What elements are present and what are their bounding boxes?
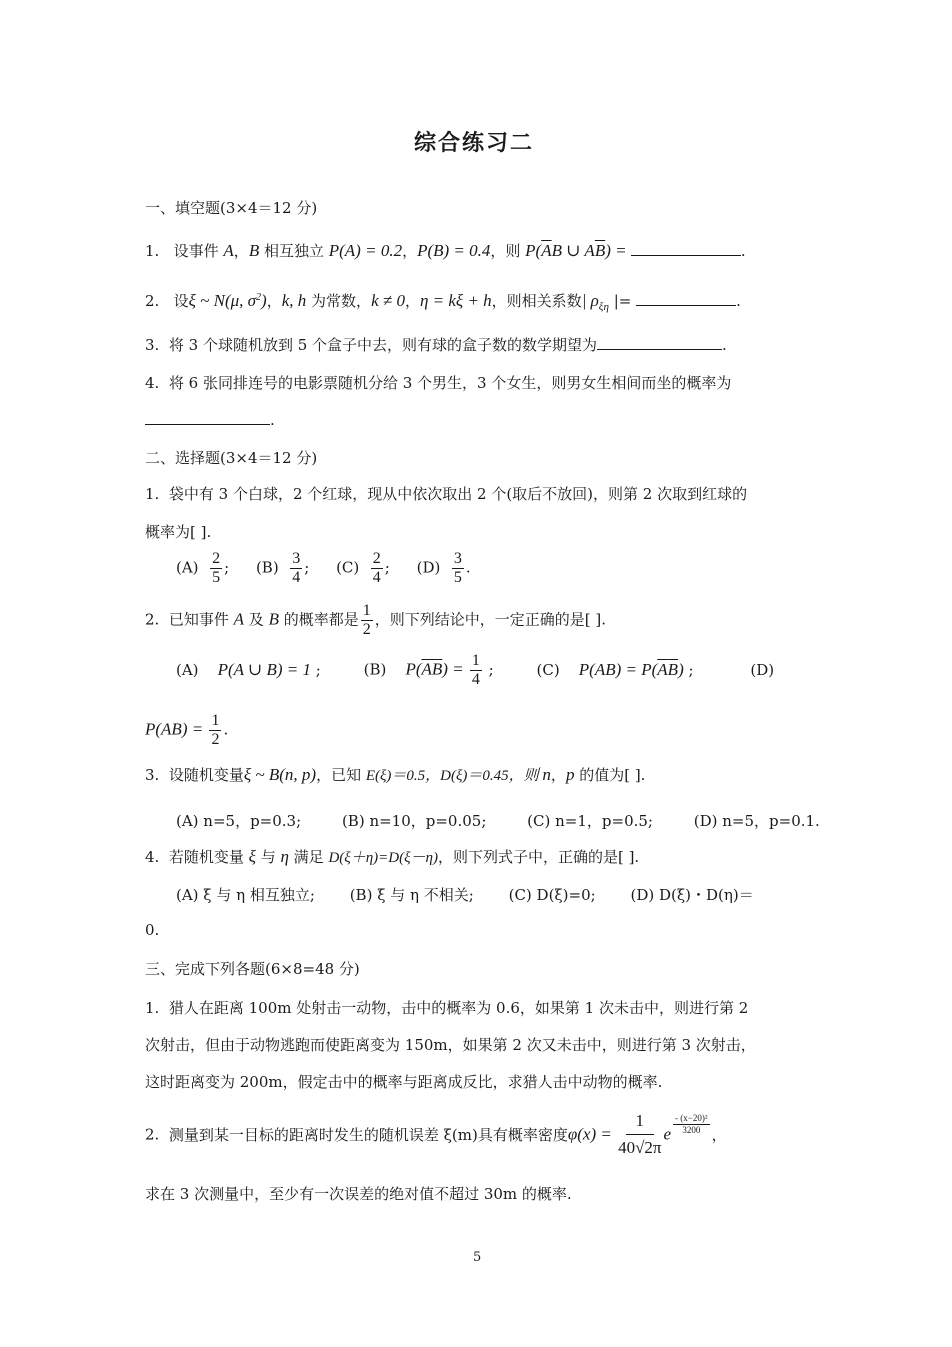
s2-question-1-line2: 概率为[ ]. <box>145 523 212 541</box>
answer-blank[interactable] <box>597 335 722 350</box>
option-b[interactable]: (B) ξ 与 η 不相关; <box>349 886 474 904</box>
s2-q2-option-d-formula: P(AB) = $\frac{1}{2}$ . <box>145 712 229 748</box>
section-1-heading: 一、填空题(3×4＝12 分) <box>145 199 318 217</box>
density-exponent: $\frac{\text{- (x−20)²}}{3200}$ <box>675 1112 708 1135</box>
option-d[interactable]: (D) $\frac{3}{5}$ . <box>416 550 471 586</box>
section-2-heading: 二、选择题(3×4＝12 分) <box>145 449 318 467</box>
s3-question-1-line3: 这时距离变为 200m，假定击中的概率与距离成反比，求猎人击中动物的概率. <box>145 1073 663 1091</box>
option-c[interactable]: (C) n=1，p=0.5; <box>527 812 653 830</box>
s3-question-2-line2: 求在 3 次测量中，至少有一次误差的绝对值不超过 30m 的概率. <box>145 1185 572 1203</box>
option-c[interactable]: (C) $\frac{2}{4}$ ; <box>336 550 390 586</box>
s3-question-1-line1: 1. 猎人在距离 100m 处射击一动物，击中的概率为 0.6，如果第 1 次未击中，则进行第 2 <box>145 999 749 1017</box>
option-a[interactable]: (A) $\frac{2}{5}$ ; <box>176 550 230 586</box>
s1-question-4: 4. 将 6 张同排连号的电影票随机分给 3 个男生，3 个女生，则男女生相间而坐的概率为 <box>145 374 732 392</box>
option-b[interactable]: (B) $P(\overline{AB})$ = $\frac{1}{4}$ ; <box>363 652 494 688</box>
page-title: 综合练习二 <box>414 131 535 156</box>
formula-eta: η = kξ + h <box>419 291 492 310</box>
s2-question-3: 3. 设随机变量ξ ~ B(n, p)，已知 E(ξ)＝0.5，D(ξ)＝0.45，则 n，p 的值为[ ]. <box>145 765 646 784</box>
option-a[interactable]: (A) n=5，p=0.3; <box>176 812 302 830</box>
section-3-heading: 三、完成下列各题(6×8=48 分) <box>145 960 360 978</box>
option-d[interactable]: (D) <box>750 660 775 679</box>
formula-normal: ξ ~ N(μ, $\sigma^2$) <box>188 291 267 310</box>
option-c[interactable]: (C) D(ξ)=0; <box>508 886 596 904</box>
s3-question-2: 2. 测量到某一目标的距离时发生的随机误差 ξ(m)具有概率密度φ(x) = $\frac{1}{40√2\pi}$ e $\frac{\text{- (x−20)²}}{3200}$ ， <box>145 1108 727 1161</box>
s1-q4-blank-line: . <box>145 410 275 429</box>
option-b[interactable]: (B) n=10，p=0.05; <box>341 812 487 830</box>
option-c[interactable]: (C) $P(AB) = P(\overline{A}\overline{B})$ ; <box>536 659 694 679</box>
option-d[interactable]: (D) D(ξ)・D(η)＝ <box>630 886 754 904</box>
s3-question-1-line2: 次射击，但由于动物逃跑而使距离变为 150m，如果第 2 次又未击中，则进行第 3 次射击， <box>145 1036 756 1054</box>
option-b[interactable]: (B) $\frac{3}{4}$ ; <box>255 550 310 586</box>
page-number: 5 <box>473 1250 482 1265</box>
option-d[interactable]: (D) n=5，p=0.1. <box>693 812 820 830</box>
s2-question-1-line1: 1. 袋中有 3 个白球，2 个红球，现从中依次取出 2 个(取后不放回)，则第 2 次取到红球的 <box>145 485 748 503</box>
s1-question-3: 3. 将 3 个球随机放到 5 个盒子中去，则有球的盒子数的数学期望为 . <box>145 336 727 354</box>
s2-q1-options <box>176 550 471 587</box>
s2-question-2: 2. 已知事件 A 及 B 的概率都是 $\frac{1}{2}$ ，则下列结论中，一定正确的是[ ]. <box>145 602 606 638</box>
s2-q4-option-d-tail: 0. <box>145 921 160 939</box>
formula-k: k ≠ 0 <box>371 291 405 310</box>
option-a[interactable]: (A) P(A ∪ B) = 1 ; <box>176 659 321 679</box>
formula-rho: | $\rho_{\xi\eta}$ <box>581 291 609 313</box>
density-formula: φ(x) = <box>567 1124 617 1144</box>
s2-q3-options <box>176 810 820 831</box>
s2-q4-options <box>176 884 754 905</box>
s1-question-2: 2. 设ξ ~ N(μ, $\sigma^2$)，k, h 为常数，k ≠ 0，η = kξ + h，则相关系数| $\rho_{\xi\eta}$ |= . <box>145 291 741 313</box>
answer-blank[interactable] <box>145 410 270 425</box>
option-a[interactable]: (A) ξ 与 η 相互独立; <box>176 886 315 904</box>
s2-question-4: 4. 若随机变量 ξ 与 η 满足 D(ξ＋η)=D(ξ－η)，则下列式子中，正确的是[ ]. <box>145 847 640 866</box>
answer-blank[interactable] <box>631 241 741 256</box>
answer-blank[interactable] <box>636 291 736 306</box>
s2-q2-options <box>176 652 774 689</box>
s1-question-1: 1. 设事件 A，B 相互独立 P(A) = 0.2，P(B) = 0.4，则 $P(\overline{A}B$ ∪ $A\overline{B}$) = . <box>145 241 746 260</box>
formula-union: $P(\overline{A}B$ ∪ $A\overline{B}$) = <box>525 241 631 260</box>
